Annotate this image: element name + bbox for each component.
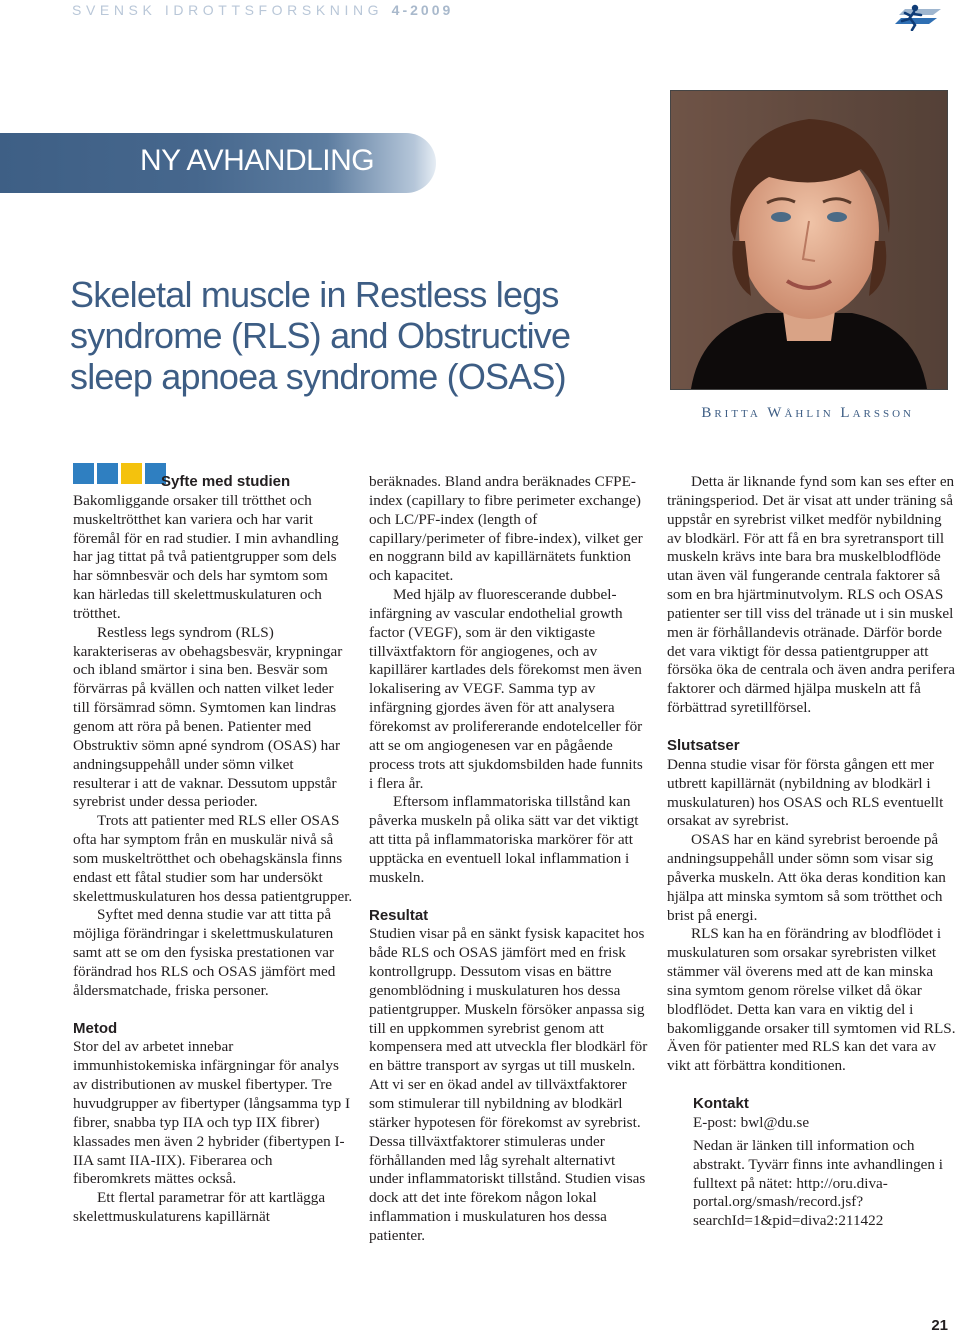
paragraph: Eftersom inflammatoriska tillstånd kan påverka muskeln på olika sätt var det viktigt att titta på inflammatoriska markörer för att upptäcka en eventuell lokal inflammation i muskeln. xyxy=(369,793,639,886)
section-label: NY AVHANDLING xyxy=(140,144,375,177)
journal-name: SVENSK IDROTTSFORSKNING xyxy=(72,2,384,18)
author-name: Britta Wåhlin Larsson xyxy=(701,405,914,421)
title-line: syndrome (RLS) and Obstructive xyxy=(70,315,571,356)
author-portrait-photo xyxy=(670,90,948,390)
paragraph: OSAS har en känd syrebrist beroende på andningsuppehåll under sömn som visar sig påverka muskeln. Att öka deras kondition kan hjälpa att minska symtom så som trötthet och brist på energi. xyxy=(667,831,946,924)
paragraph: Restless legs syndrom (RLS) karakteriseras av obehagsbesvär, krypningar och ibland smärtor i sina ben. Besvär som förvärras på kvällen och natten vilket leder till försämrad sömn. Symtomen kan lindras genom att röra på benen. Patienter med Obstruktiv sömn apné syndrom (OSAS) har andningsuppehåll under sömn vilket resulterar i att de vaknar. Dessutom uppstår syrebrist under dessa perioder. xyxy=(73,623,343,811)
paragraph: Ett flertal parametrar för att kartlägga skelettmuskulaturens kapillärnät xyxy=(73,1189,326,1226)
section-heading: Slutsatser xyxy=(667,736,740,754)
paragraph: Trots att patienter med RLS eller OSAS ofta har symptom från en muskulär nivå så som muskeltrötthet och obehagskänsla finns endast ett fåtal studier som har undersökt skelettmuskulaturen hos dessa patientgrupper. xyxy=(73,812,353,905)
paragraph: Bakomliggande orsaker till trötthet och muskeltrötthet kan variera och har varit föremål för en rad studier. I min avhandling har jag tittat på två patientgrupper som dels har sömnbesvär och dels har symtom som kan härledas till skelettmuskulaturen och trötthet. xyxy=(73,491,339,622)
paragraph: beräknades. Bland andra beräknades CFPE-index (capillary to fibre perimeter exchange) och LC/PF-index (length of capillary/perimeter of fibre-index), vilket ger en noggrann bild av kapillärnätets funktion och kapacitet. xyxy=(369,473,643,585)
paragraph: Detta är liknande fynd som kan ses efter en träningsperiod. Det är visat att under träning så uppstår en syrebrist vilket medför nybildning av blodkärl. För att få en bra syretransport till muskeln krävs inte bara bra muskelblodflöde utan även väl fungerande centrala faktorer så som en bra hjärtminutvolym. RLS och OSAS patienter ser till viss del tränade ut i sin muskel men är förhållandevis otränade. Därför borde det vara viktigt för dessa patientgrupper att försöka öka de centrala och även andra perifera faktorer och därmed hjälpa muskeln att få förbättrad syretillförsel. xyxy=(667,473,955,717)
section-heading: Syfte med studien xyxy=(161,473,291,490)
contact-email: E-post: bwl@du.se xyxy=(693,1114,810,1131)
section-heading: Metod xyxy=(73,1019,118,1037)
section-heading: Resultat xyxy=(369,906,429,924)
contact-box xyxy=(667,1095,957,1231)
paragraph: Denna studie visar för första gången ett mer utbrett kapillärnät (nybildning av blodkärl i muskulaturen) hos OSAS och RLS eventuellt orsakat av syrebrist. xyxy=(667,755,944,830)
text-column-1 xyxy=(73,473,353,1227)
text-column-2 xyxy=(369,473,649,1246)
running-header xyxy=(72,2,453,18)
page-number: 21 xyxy=(931,1317,948,1334)
issue-number: 4-2009 xyxy=(391,2,454,18)
paragraph: RLS kan ha en förändring av blodflödet i muskulaturen som orsakar syrebristen vilket stämmer väl överens med att de kan minska sina symtom genom rörelse vilket då ökar blodflödet. Detta kan vara en viktig del i bakomliggande orsaker till symtomen vid RLS. Även för patienter med RLS kan det vara av vikt att förbättra konditionen. xyxy=(667,925,956,1075)
paragraph: Studien visar på en sänkt fysisk kapacitet hos både RLS och OSAS jämfört med en frisk kontrollgrupp. Dessutom visas en bättre genomblödning i muskulaturen hos dessa patientgrupper. Muskeln försöker anpassa sig till en uppkommen syrebrist genom att kompensera med att utveckla fler blodkärl för en bättre transport av syrgas ut till muskeln. Att vi ser en ökad andel av tillväxtfaktorer som stimulerar till nybildning av blodkärl stärker hypotesen för förekomst av syrebrist. Dessa tillväxtfaktorer stimuleras under förhållanden med låg syrehalt alternativt under inflammatoriskt tillstånd. Studien visas dock att det inte förekom någon lokal inflammation i muskulaturen hos dessa patienter. xyxy=(369,925,648,1244)
article-title xyxy=(70,274,630,397)
paragraph: Med hjälp av fluorescerande dubbel-infärgning av vascular endothelial growth factor (VEGF), som är den viktigaste tillväxtfaktorn för angiogenes, och av kapillärer kartlades dels förekomst men även lokalisering av VEGF. Samma typ av infärgning gjordes även för att analysera förekomst av prolifererande endotelceller för att se om angiogenesen var en pågående process trots att sjukdomsbilden hade funnits i flera år. xyxy=(369,586,643,792)
text-column-3 xyxy=(667,473,957,1231)
contact-heading: Kontakt xyxy=(693,1095,749,1113)
title-line: Skeletal muscle in Restless legs xyxy=(70,274,559,315)
contact-text: Nedan är länken till information och abstrakt. Tyvärr finns inte avhandlingen i fulltext på nätet: http://oru.diva-portal.org/smash/record.jsf?searchId=1&pid=diva2:211422 xyxy=(693,1136,944,1230)
sprinter-logo-icon xyxy=(893,3,943,31)
paragraph: Syftet med denna studie var att titta på möjliga förändringar i skelettmuskulaturen samt att se om den fysiska prestationen var förändrad hos RLS och OSAS jämfört med åldersmatchade, friska personer. xyxy=(73,906,336,999)
title-line: sleep apnoea syndrome (OSAS) xyxy=(70,356,566,397)
paragraph: Stor del av arbetet innebar immunhistokemiska infärgningar för analys av distributionen av muskel fibertyper. Tre huvudgrupper av fibertyper (långsamma typ I fibrer, snabba typ IIA och typ IIX fibrer) klassades men även 2 hybrider (fibertypen I-IIA samt IIA-IIX). Fiberarea och fiberomkrets mättes också. xyxy=(73,1038,351,1188)
